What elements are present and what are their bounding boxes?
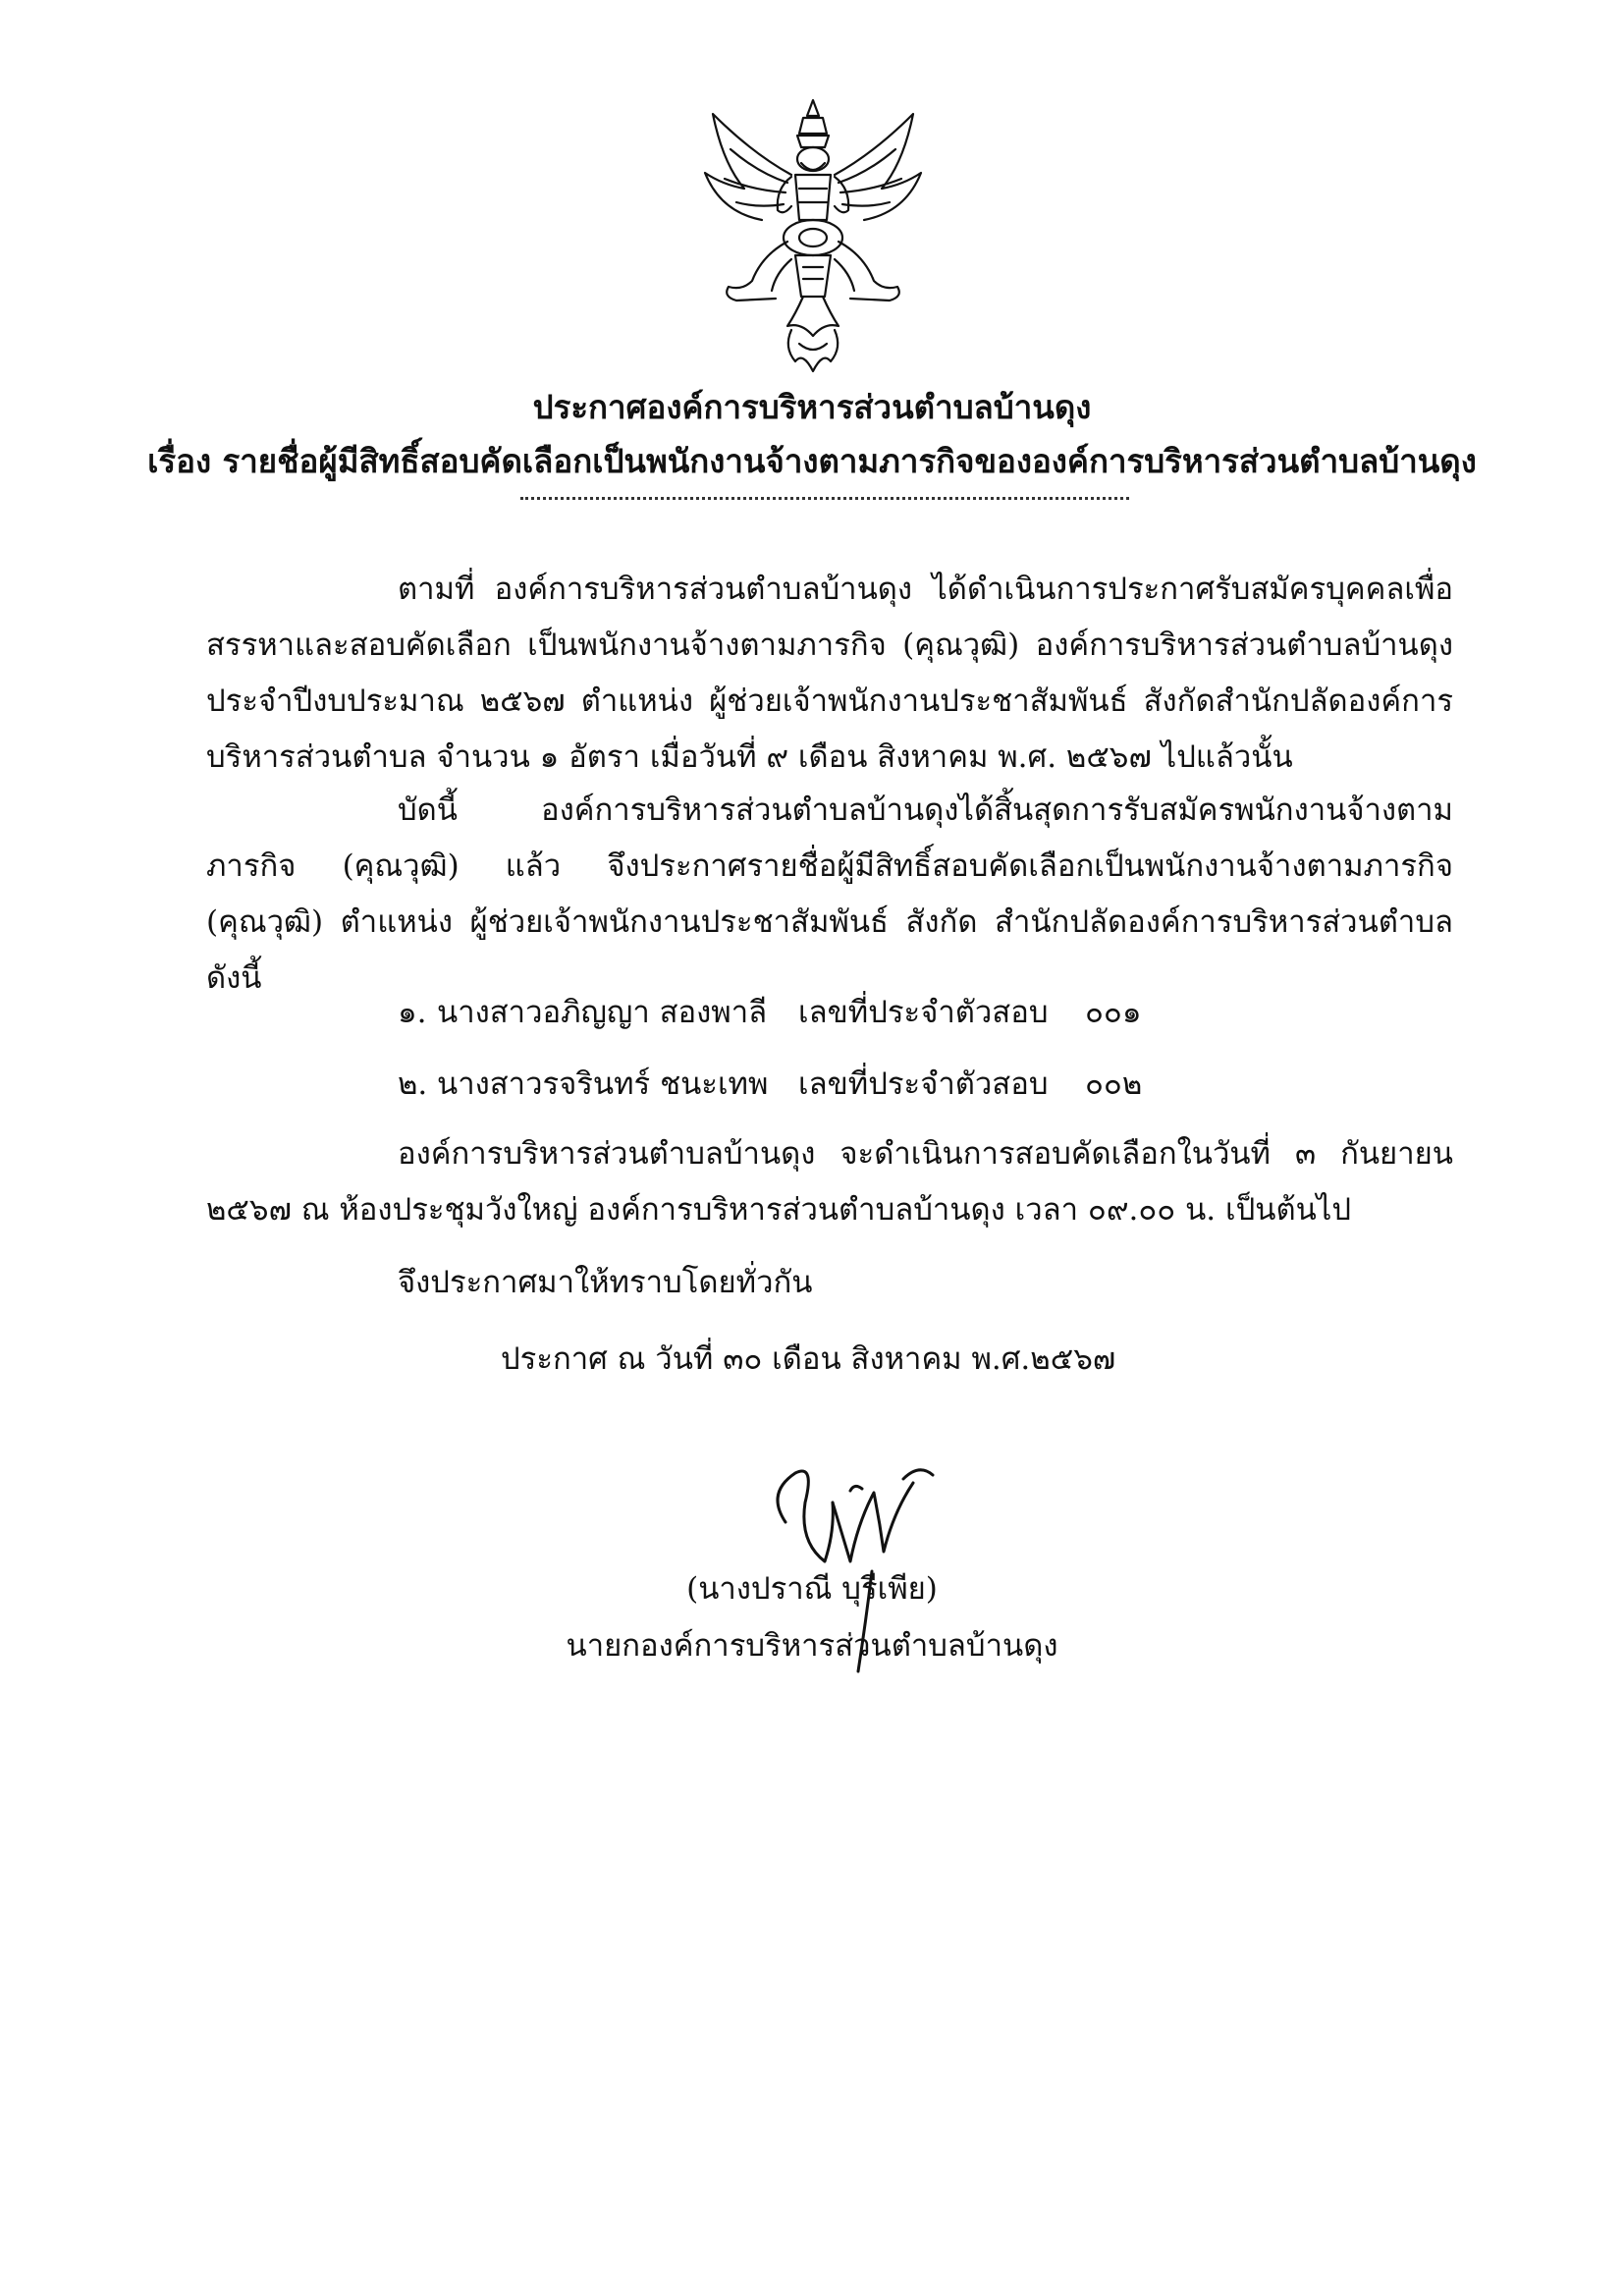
exam-id: ๐๐๑ (1085, 995, 1142, 1030)
paragraph-announcement-text: บัดนี้ องค์การบริหารส่วนตำบลบ้านดุงได้สิ้นสุดการรับสมัครพนักงานจ้างตามภารกิจ (คุณวุฒิ) แล้ว จึงประกาศรายชื่อผู้มีสิทธิ์สอบคัดเลือกเป็นพนักงานจ้างตามภารกิจ (คุณวุฒิ) ตำแหน่ง ผู้ช่วยเจ้าพนักงานประชาสัมพันธ์ สังกัด สำนักปลัดองค์การบริหารส่วนตำบล ดังนี้ (206, 793, 1453, 996)
candidate-number: ๒. (398, 1066, 428, 1102)
paragraph-exam-schedule-text: องค์การบริหารส่วนตำบลบ้านดุง จะดำเนินการสอบคัดเลือกในวันที่ ๓ กันยายน ๒๕๖๗ ณ ห้องประชุมวังใหญ่ องค์การบริหารส่วนตำบลบ้านดุง เวลา ๐๙.๐๐ น. เป็นต้นไป (206, 1136, 1453, 1228)
announcement-subject: เรื่อง รายชื่อผู้มีสิทธิ์สอบคัดเลือกเป็นพนักงานจ้างตามภารกิจขององค์การบริหารส่วนตำบลบ้านดุง (147, 442, 1477, 480)
announcement-date: ประกาศ ณ วันที่ ๓๐ เดือน สิงหาคม พ.ศ.๒๕๖๗ (501, 1341, 1116, 1377)
candidate-name: นางสาวอภิญญา สองพาลี (437, 995, 768, 1030)
candidate-row (398, 1059, 1142, 1108)
garuda-emblem-icon (693, 94, 933, 389)
closing-statement: จึงประกาศมาให้ทราบโดยทั่วกัน (398, 1265, 813, 1300)
signer-name: (นางปราณี บุรีเพีย) (686, 1571, 938, 1607)
exam-id-label: เลขที่ประจำตัวสอบ (798, 995, 1049, 1030)
candidate-name: นางสาวรจรินทร์ ชนะเทพ (437, 1066, 769, 1102)
paragraph-background-text: ตามที่ องค์การบริหารส่วนตำบลบ้านดุง ได้ดำเนินการประกาศรับสมัครบุคคลเพื่อสรรหาและสอบคัดเลือก เป็นพนักงานจ้างตามภารกิจ (คุณวุฒิ) องค์การบริหารส่วนตำบลบ้านดุง ประจำปีงบประมาณ ๒๕๖๗ ตำแหน่ง ผู้ช่วยเจ้าพนักงานประชาสัมพันธ์ สังกัดสำนักปลัดองค์การบริหารส่วนตำบล จำนวน ๑ อัตรา เมื่อวันที่ ๙ เดือน สิงหาคม พ.ศ. ๒๕๖๗ ไปแล้วนั้น (206, 572, 1453, 775)
candidate-row (398, 987, 1142, 1036)
signer-position: นายกองค์การบริหารส่วนตำบลบ้านดุง (566, 1628, 1058, 1664)
exam-id-label: เลขที่ประจำตัวสอบ (798, 1066, 1049, 1102)
paragraph-background (206, 562, 1453, 786)
dotted-divider (520, 497, 1129, 500)
candidate-number: ๑. (398, 995, 427, 1030)
paragraph-announcement (206, 783, 1453, 1007)
paragraph-exam-schedule (206, 1126, 1453, 1238)
exam-id: ๐๐๒ (1085, 1066, 1143, 1102)
announcement-title: ประกาศองค์การบริหารส่วนตำบลบ้านดุง (532, 388, 1092, 426)
